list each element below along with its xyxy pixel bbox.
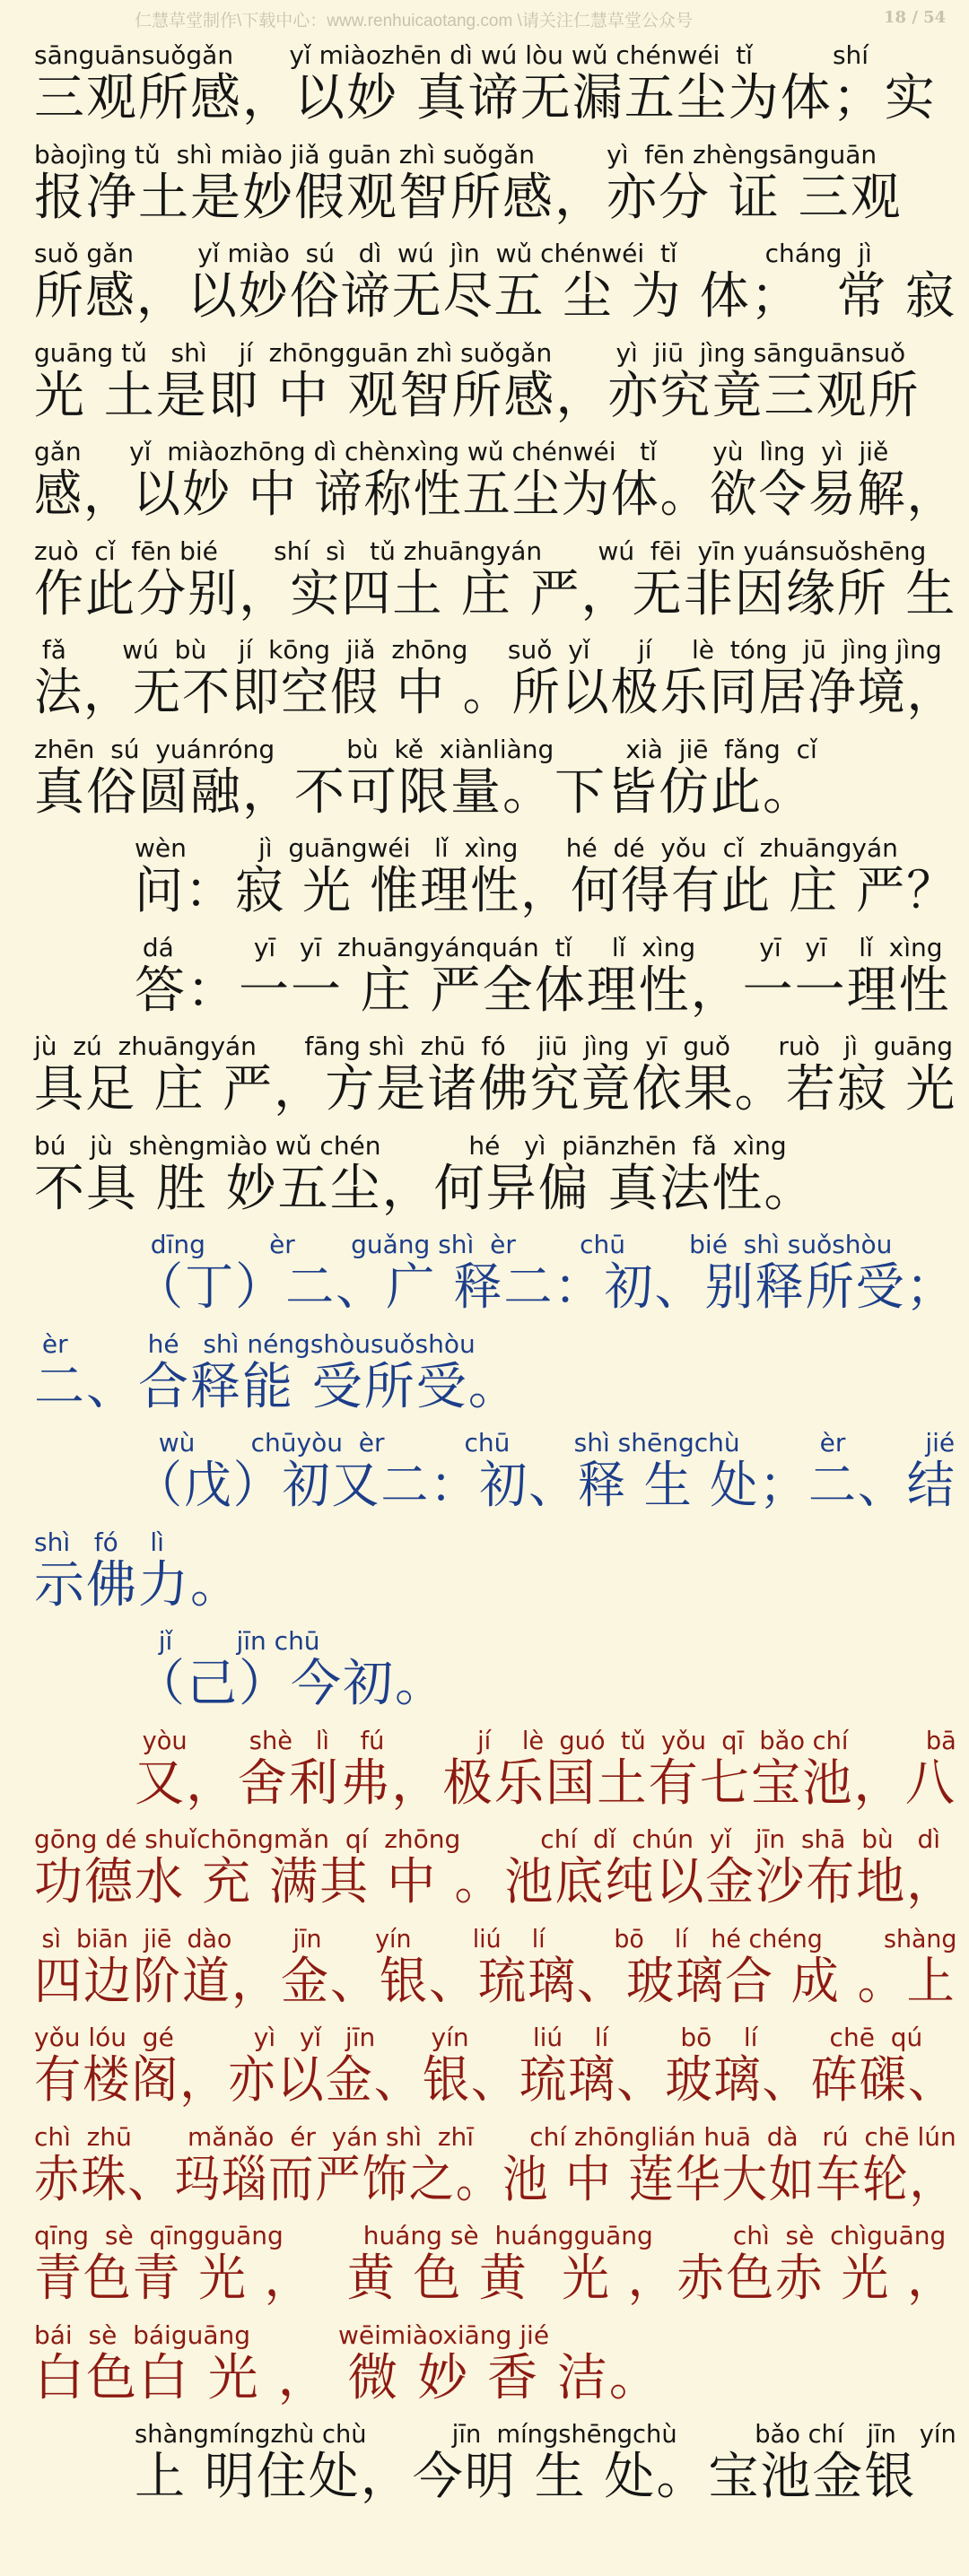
text-line (0, 734, 969, 833)
pinyin-annotation: sì biān jiē dào jīn yín liú lí bō lí hé chéng shàng (34, 1923, 957, 1954)
pinyin-annotation: yòu shè lì fú jí lè guó tǔ yǒu qī bǎo chí bā (135, 1725, 956, 1755)
chinese-text: （己）今初。 (135, 1655, 447, 1713)
chinese-text: 上 明住处，今明 生 处。宝池金银 (135, 2448, 917, 2506)
pinyin-annotation: jù zú zhuāngyán fāng shì zhū fó jiū jìng yī guǒ ruò jì guāng (34, 1031, 954, 1061)
pinyin-annotation: yǒu lóu gé yì yǐ jīn yín liú lí bō lí chē qú (34, 2023, 923, 2052)
text-line (0, 2418, 969, 2518)
text-line (0, 1130, 969, 1230)
text-line (0, 535, 969, 635)
chinese-text: 四边阶道，金、银、琉璃、玻璃合 成 。上 (34, 1952, 956, 2011)
chinese-text: （戊）初又二：初、释 生 处；二、结 (135, 1457, 956, 1515)
pinyin-annotation: guāng tǔ shì jí zhōngguān zhì suǒgǎn yì jiū jìng sānguānsuǒ (34, 337, 906, 368)
pinyin-annotation: wù chūyòu èr chū shì shēngchù èr jié (135, 1428, 956, 1458)
chinese-text: 光 土是即 中 观智所感，亦究竟三观所 (34, 366, 921, 425)
pinyin-annotation: gōng dé shuǐchōngmǎn qí zhōng chí dǐ chún yǐ jīn shā bù dì (34, 1824, 941, 1854)
pinyin-annotation: bàojìng tǔ shì miào jiǎ guān zhì suǒgǎn yì fēn zhèngsānguān (34, 139, 877, 170)
source-watermark-text: 仁慧草堂制作\下载中心：www.renhuicaotang.com \请关注仁慧草堂公众号 (135, 12, 693, 30)
pinyin-annotation: gǎn yǐ miàozhōng dì chènxìng wǔ chénwéi tǐ yù lìng yì jiě (34, 437, 889, 466)
text-line (0, 1923, 969, 2023)
chinese-text: 赤珠、玛瑙而严饰之。池 中 莲华大如车轮， (34, 2150, 956, 2209)
text-line (0, 1725, 969, 1824)
chinese-text: 有楼阁，亦以金、银、琉璃、玻璃、砗磲、 (34, 2051, 956, 2110)
pinyin-annotation: suǒ gǎn yǐ miào sú dì wú jìn wǔ chénwéi tǐ cháng jì (34, 239, 872, 268)
text-line (0, 1328, 969, 1428)
pinyin-annotation: wèn jì guāngwéi lǐ xìng hé dé yǒu cǐ zhuāngyán (135, 833, 898, 863)
page-header (0, 0, 969, 43)
chinese-text: 报净土是妙假观智所感，亦分 证 三观 (34, 168, 903, 227)
text-line (0, 337, 969, 437)
chinese-text: （丁）二、广 释二：初、别释所受； (135, 1258, 956, 1317)
chinese-text: 示佛力。 (34, 1555, 242, 1614)
chinese-text: 功德水 充 满其 中 。池底纯以金沙布地， (34, 1853, 957, 1911)
text-line (0, 1823, 969, 1923)
chinese-text: 感，以妙 中 谛称性五尘为体。欲令易解， (34, 466, 956, 524)
pinyin-annotation: chì zhū mǎnǎo ér yán shì zhī chí zhōnglián huā dà rú chē lún (34, 2121, 956, 2152)
text-line (0, 1427, 969, 1527)
text-line (0, 436, 969, 535)
chinese-text: 三观所感，以妙 真谛无漏五尘为体；实 (34, 69, 937, 127)
text-line (0, 1625, 969, 1725)
pinyin-annotation: èr hé shì néngshòusuǒshòu (34, 1328, 476, 1359)
chinese-text: 答：一一 庄 严全体理性，一一理性 (135, 961, 951, 1020)
text-line (0, 2121, 969, 2221)
chinese-text: 真俗圆融，不可限量。下皆仿此。 (34, 762, 815, 822)
pinyin-annotation: sānguānsuǒgǎn yǐ miàozhēn dì wú lòu wǔ chénwéi tǐ shí (34, 40, 869, 70)
text-line (0, 932, 969, 1031)
text-line (0, 2220, 969, 2319)
chinese-text: 具足 庄 严，方是诸佛究竟依果。若寂 光 (34, 1060, 957, 1118)
text-line (0, 2319, 969, 2419)
text-line (0, 1031, 969, 1130)
pinyin-annotation: zhēn sú yuánróng bù kě xiànliàng xià jiē fǎng cǐ (34, 734, 817, 764)
pinyin-annotation: fǎ wú bù jí kōng jiǎ zhōng suǒ yǐ jí lè tóng jū jìng jìng (34, 635, 942, 665)
chinese-text: 青色青 光 ， 黄 色 黄 光 ，赤色赤 光 ， (34, 2250, 956, 2308)
chinese-text: 不具 胜 妙五尘，何异偏 真法性。 (34, 1159, 816, 1218)
pinyin-annotation: jǐ jīn chū (135, 1626, 320, 1656)
pinyin-annotation: bú jù shèngmiào wǔ chén hé yì piānzhēn fǎ xìng (34, 1130, 787, 1161)
text-line (0, 634, 969, 734)
chinese-text: 白色白 光 ， 微 妙 香 洁。 (34, 2348, 661, 2407)
pinyin-annotation: bái sè báiguāng wēimiàoxiāng jié (34, 2319, 550, 2350)
pinyin-annotation: zuò cǐ fēn bié shí sì tǔ zhuāngyán wú fēi yīn yuánsuǒshēng (34, 535, 927, 566)
text-line (0, 832, 969, 932)
text-line (0, 139, 969, 239)
chinese-text: 二、合释能 受所受。 (34, 1357, 520, 1416)
text-line (0, 1527, 969, 1626)
sutra-text-body (0, 39, 969, 2518)
chinese-text: 法，无不即空假 中 。所以极乐同居净境， (34, 664, 956, 722)
pinyin-annotation: shàngmíngzhù chù jīn míngshēngchù bǎo chí jīn yín (135, 2419, 956, 2449)
chinese-text: 又，舍利弗，极乐国土有七宝池，八 (135, 1754, 957, 1813)
text-line (0, 2022, 969, 2121)
chinese-text: 作此分别，实四土 庄 严，无非因缘所 生 (34, 564, 957, 623)
chinese-text: 所感，以妙俗谛无尽五 尘 为 体； 常 寂 (34, 267, 956, 326)
chinese-text: 问：寂 光 惟理性，何得有此 庄 严？ (135, 862, 957, 920)
pinyin-annotation: shì fó lì (34, 1527, 164, 1557)
text-line (0, 1229, 969, 1328)
pinyin-annotation: dá yī yī zhuāngyánquán tǐ lǐ xìng yī yī lǐ xìng (135, 932, 943, 962)
page-number: 18 / 54 (884, 8, 947, 27)
pinyin-annotation: qīng sè qīngguāng huáng sè huángguāng chì sè chìguāng (34, 2221, 947, 2250)
text-line (0, 39, 969, 139)
pinyin-annotation: dīng èr guǎng shì èr chū bié shì suǒshòu (135, 1230, 893, 1259)
text-line (0, 238, 969, 337)
